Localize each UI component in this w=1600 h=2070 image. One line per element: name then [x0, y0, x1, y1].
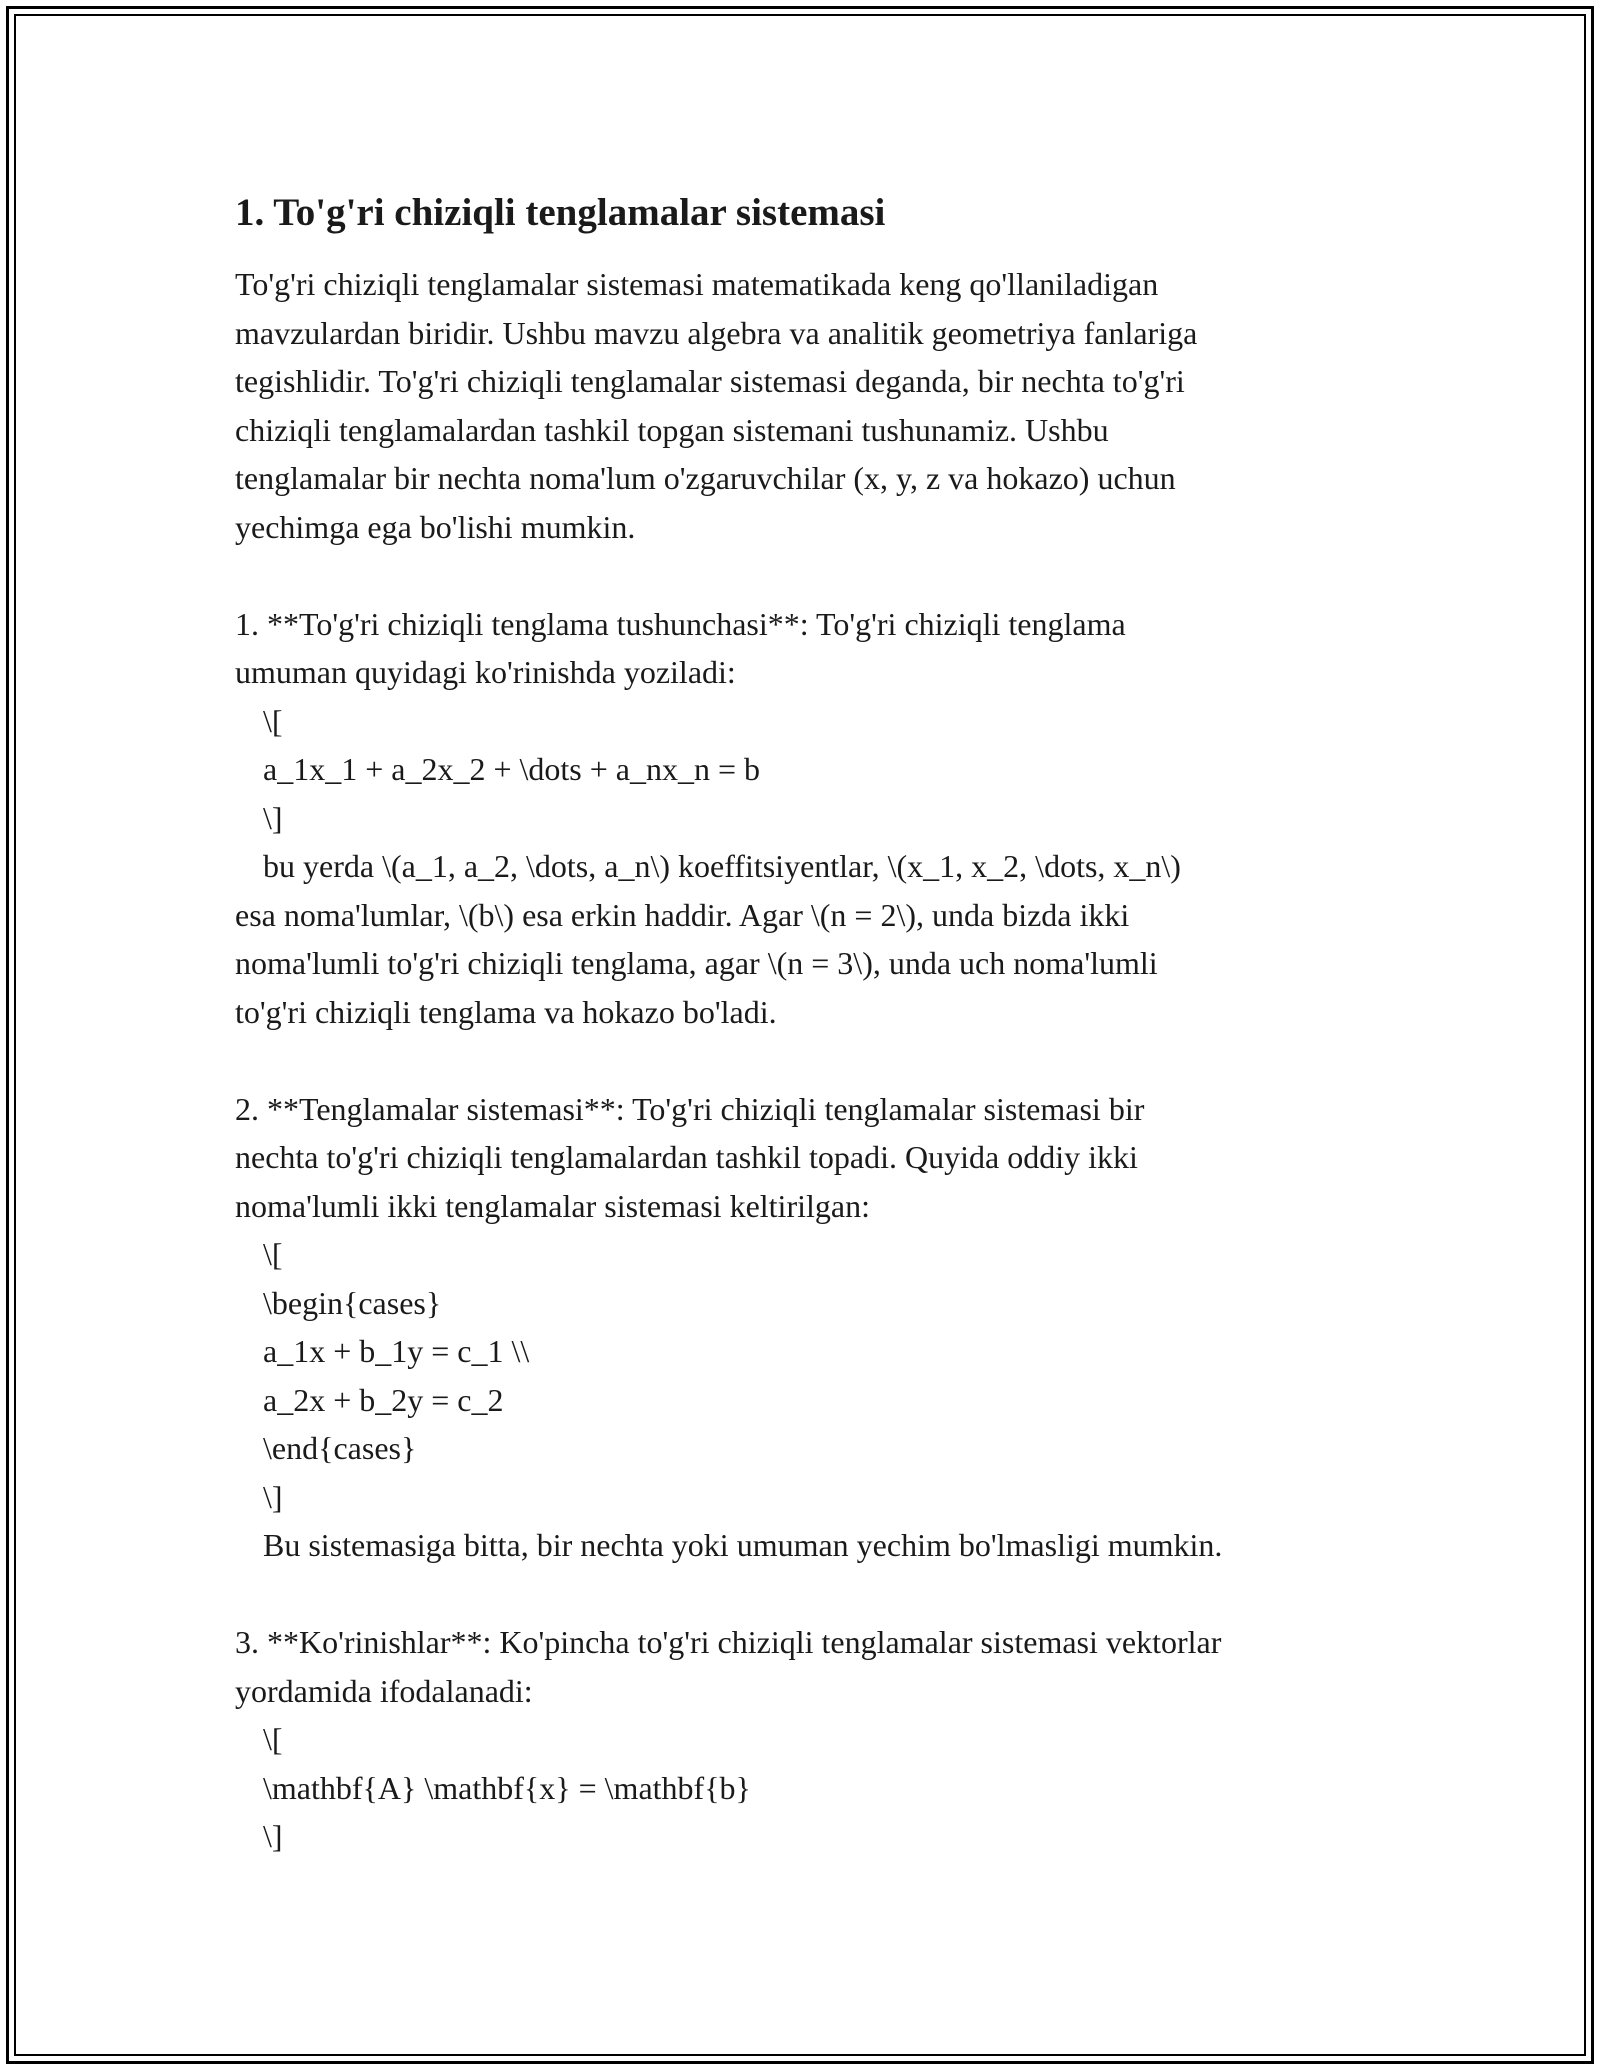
paragraph-gap [235, 1570, 1385, 1619]
intro-line: mavzulardan biridir. Ushbu mavzu algebra va analitik geometriya fanlariga [235, 314, 1198, 351]
item3-lead-line: 3. **Ko'rinishlar**: Ko'pincha to'g'ri chiziqli tenglamalar sistemasi vektorlar [235, 1624, 1222, 1660]
item2-math-line: \end{cases} [263, 1430, 417, 1466]
item3-lead-line: yordamida ifodalanadi: [235, 1672, 533, 1709]
item1-explain-line: to'g'ri chiziqli tenglama va hokazo bo'ladi. [235, 993, 777, 1030]
item2-lead-line: 2. **Tenglamalar sistemasi**: To'g'ri chiziqli tenglamalar sistemasi bir [235, 1090, 1145, 1127]
item2-math-line: \begin{cases} [263, 1284, 442, 1321]
intro-line: tegishlidir. To'g'ri chiziqli tenglamalar sistemasi deganda, bir nechta to'g'ri [235, 363, 1185, 399]
item1-math-line: a_1x_1 + a_2x_2 + \dots + a_nx_n = b [263, 751, 761, 787]
paragraph-gap [235, 1036, 1385, 1085]
intro-line: To'g'ri chiziqli tenglamalar sistemasi matematikada keng qo'llaniladigan [235, 266, 1159, 302]
item1-lead-line: 1. **To'g'ri chiziqli tenglama tushunchasi**: To'g'ri chiziqli tenglama [235, 605, 1126, 642]
paragraph-gap [235, 551, 1385, 600]
item1-explain-line: bu yerda \(a_1, a_2, \dots, a_n\) koeffitsiyentlar, \(x_1, x_2, \dots, x_n\) [263, 848, 1181, 884]
item1-math-line: \[ [263, 702, 283, 739]
item3-math-line: \mathbf{A} \mathbf{x} = \mathbf{b} [263, 1769, 751, 1806]
item2-math-line: \[ [263, 1236, 283, 1272]
item1-math-line: \] [263, 799, 283, 836]
item3-math-line: \] [263, 1818, 283, 1854]
list-item-1 [235, 600, 1385, 1037]
section-title: 1. To'g'ri chiziqli tenglamalar sistemasi [235, 191, 886, 234]
item2-note: Bu sistemasiga bitta, bir nechta yoki umuman yechim bo'lmasligi mumkin. [263, 1527, 1223, 1563]
item2-math-line: a_2x + b_2y = c_2 [263, 1381, 504, 1418]
item3-math-line: \[ [263, 1721, 283, 1757]
item2-math-line: \] [263, 1478, 283, 1515]
document-body [235, 185, 1385, 1861]
item1-lead-line: umuman quyidagi ko'rinishda yoziladi: [235, 654, 736, 690]
item1-explain-line: esa noma'lumlar, \(b\) esa erkin haddir. Agar \(n = 2\), unda bizda ikki [235, 896, 1130, 933]
item2-lead-line: nechta to'g'ri chiziqli tenglamalardan tashkil topadi. Quyida oddiy ikki [235, 1139, 1138, 1175]
item2-math-line: a_1x + b_1y = c_1 \\ [263, 1333, 530, 1369]
intro-line: yechimga ega bo'lishi mumkin. [235, 508, 636, 545]
list-item-3 [235, 1618, 1385, 1861]
list-item-2 [235, 1085, 1385, 1570]
item2-lead-line: noma'lumli ikki tenglamalar sistemasi keltirilgan: [235, 1187, 870, 1224]
item1-explain-line: noma'lumli to'g'ri chiziqli tenglama, agar \(n = 3\), unda uch noma'lumli [235, 945, 1158, 981]
intro-paragraph [235, 260, 1385, 551]
intro-line: tenglamalar bir nechta noma'lum o'zgaruvchilar (x, y, z va hokazo) uchun [235, 460, 1176, 496]
intro-line: chiziqli tenglamalardan tashkil topgan sistemani tushunamiz. Ushbu [235, 411, 1109, 448]
